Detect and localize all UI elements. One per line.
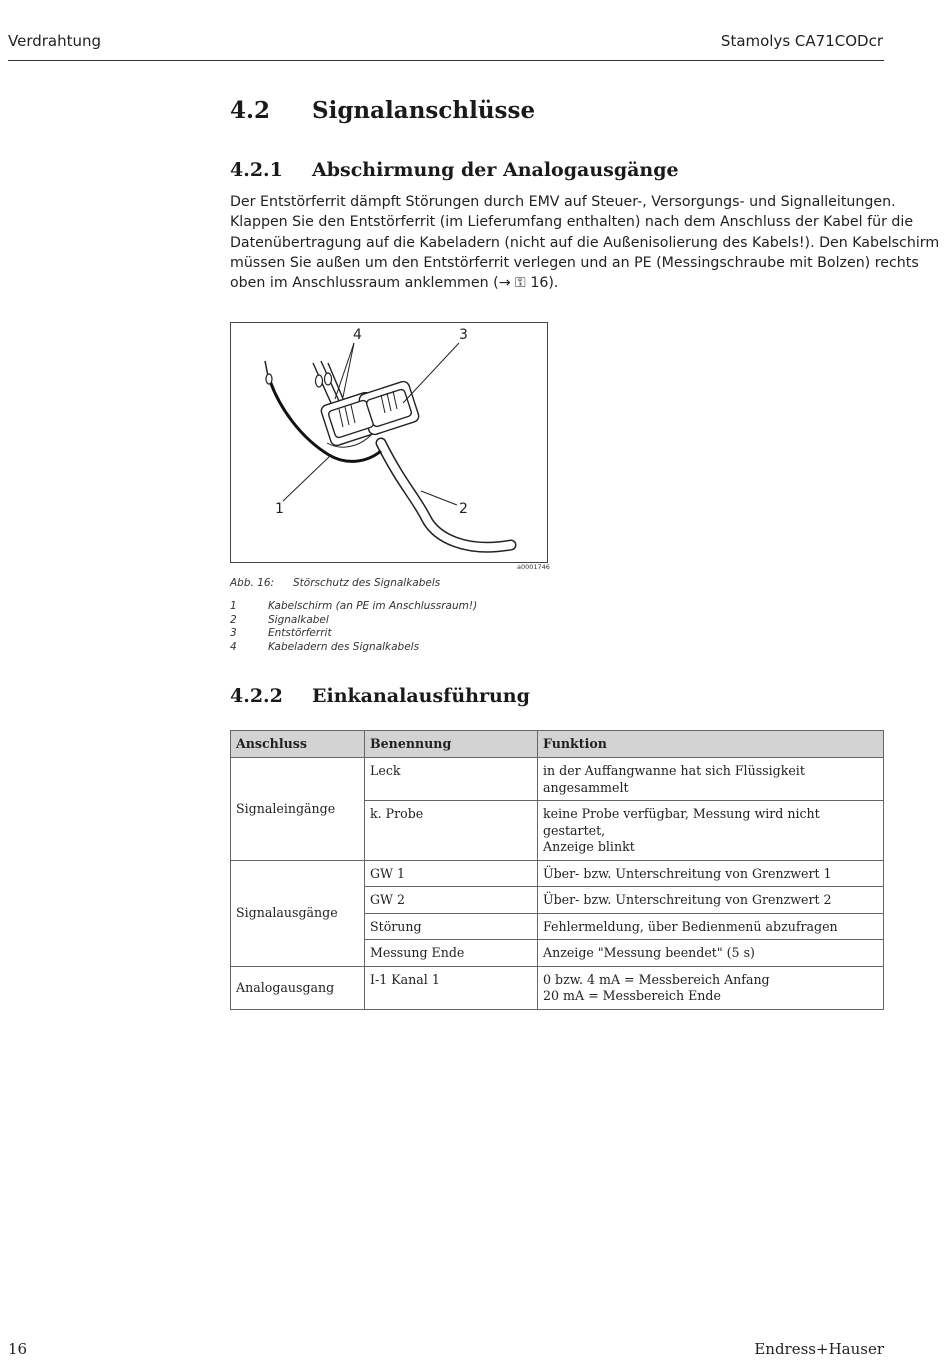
legend-item xyxy=(230,600,477,614)
legend-text: Kabelschirm (an PE im Anschlussraum!) xyxy=(268,600,478,612)
name-cell: GW 1 xyxy=(365,860,538,887)
legend-item xyxy=(230,641,477,655)
paragraph-line: Klappen Sie den Entstörferrit (im Lieferumfang enthalten) nach dem Anschluss der Kabel für die xyxy=(230,214,914,231)
function-line: keine Probe verfügbar, Messung wird nicht gestartet, xyxy=(543,806,820,838)
name-cell: I-1 Kanal 1 xyxy=(365,966,538,1009)
table-row xyxy=(231,860,884,887)
legend-item xyxy=(230,627,477,641)
section-title: Signalanschlüsse xyxy=(312,97,536,124)
name-cell: GW 2 xyxy=(365,887,538,914)
column-header: Benennung xyxy=(365,731,538,758)
subsection-heading-1 xyxy=(230,159,679,181)
function-line: Anzeige blinkt xyxy=(543,839,635,854)
function-line: 0 bzw. 4 mA = Messbereich Anfang xyxy=(543,971,770,987)
paragraph-line: oben im Anschlussraum anklemmen (→ ⚿ 16). xyxy=(230,275,559,292)
page-number: 16 xyxy=(8,1340,28,1358)
brand-name: Endress+Hauser xyxy=(754,1340,884,1358)
function-line: in der Auffangwanne hat sich Flüssigkeit angesammelt xyxy=(543,763,805,795)
figure-id: a0001746 xyxy=(517,563,550,571)
subsection-title-2: Einkanalausführung xyxy=(312,685,530,707)
function-cell xyxy=(538,801,884,861)
header-divider xyxy=(8,60,884,61)
name-cell: Leck xyxy=(365,758,538,801)
paragraph-line: Datenübertragung auf die Kabeladern (nicht auf die Außenisolierung des Kabels!). Den Kabelschirm xyxy=(230,234,940,251)
name-cell: k. Probe xyxy=(365,801,538,861)
caption-text: Störschutz des Signalkabels xyxy=(293,577,441,589)
function-cell xyxy=(538,860,884,887)
callout-1: 1 xyxy=(275,501,284,517)
callout-3: 3 xyxy=(459,327,468,343)
legend-number: 1 xyxy=(230,600,237,612)
name-cell: Störung xyxy=(365,913,538,940)
group-cell: Signalausgänge xyxy=(231,860,365,966)
function-line: Über- bzw. Unterschreitung von Grenzwert 1 xyxy=(543,865,832,881)
paragraph-line: müssen Sie außen um den Entstörferrit verlegen und an PE (Messingschraube mit Bolzen) rechts xyxy=(230,254,919,271)
section-heading xyxy=(230,97,535,124)
body-paragraph xyxy=(230,192,940,293)
connections-table xyxy=(230,730,884,1010)
callout-2: 2 xyxy=(459,501,468,517)
section-number: 4.2 xyxy=(230,97,271,124)
column-header: Anschluss xyxy=(231,731,365,758)
caption-label: Abb. 16: xyxy=(230,577,275,589)
function-cell xyxy=(538,887,884,914)
subsection-title-1: Abschirmung der Analogausgänge xyxy=(312,159,679,181)
subsection-number-2: 4.2.2 xyxy=(230,685,283,707)
table-row xyxy=(231,966,884,1009)
figure-legend xyxy=(230,600,477,654)
function-line: Fehlermeldung, über Bedienmenü abzufragen xyxy=(543,918,838,934)
legend-text: Kabeladern des Signalkabels xyxy=(268,640,420,653)
ferrite-figure xyxy=(230,322,548,563)
running-header-section: Verdrahtung xyxy=(8,32,102,50)
callout-4: 4 xyxy=(353,327,362,343)
subsection-heading-2 xyxy=(230,685,530,707)
legend-number: 2 xyxy=(230,613,237,626)
paragraph-line: Der Entstörferrit dämpft Störungen durch EMV auf Steuer-, Versorgungs- und Signalleitungen. xyxy=(230,194,896,210)
group-cell: Signaleingänge xyxy=(231,758,365,861)
function-line: Über- bzw. Unterschreitung von Grenzwert 2 xyxy=(543,892,832,907)
column-header: Funktion xyxy=(538,731,884,758)
function-cell xyxy=(538,913,884,940)
function-cell xyxy=(538,940,884,967)
ferrite-illustration xyxy=(231,323,547,562)
function-line: 20 mA = Messbereich Ende xyxy=(543,988,721,1003)
function-cell xyxy=(538,966,884,1009)
legend-number: 4 xyxy=(230,640,237,653)
legend-item xyxy=(230,614,477,628)
function-cell xyxy=(538,758,884,801)
table-header-row xyxy=(231,731,884,758)
legend-number: 3 xyxy=(230,627,237,639)
name-cell: Messung Ende xyxy=(365,940,538,967)
subsection-number-1: 4.2.1 xyxy=(230,159,283,181)
group-cell: Analogausgang xyxy=(231,966,365,1009)
function-line: Anzeige "Messung beendet" (5 s) xyxy=(543,945,755,960)
legend-text: Signalkabel xyxy=(268,613,329,626)
running-header-product: Stamolys CA71CODсr xyxy=(720,32,883,50)
figure-caption xyxy=(230,577,440,589)
legend-text: Entstörferrit xyxy=(268,627,332,639)
table-row xyxy=(231,758,884,801)
